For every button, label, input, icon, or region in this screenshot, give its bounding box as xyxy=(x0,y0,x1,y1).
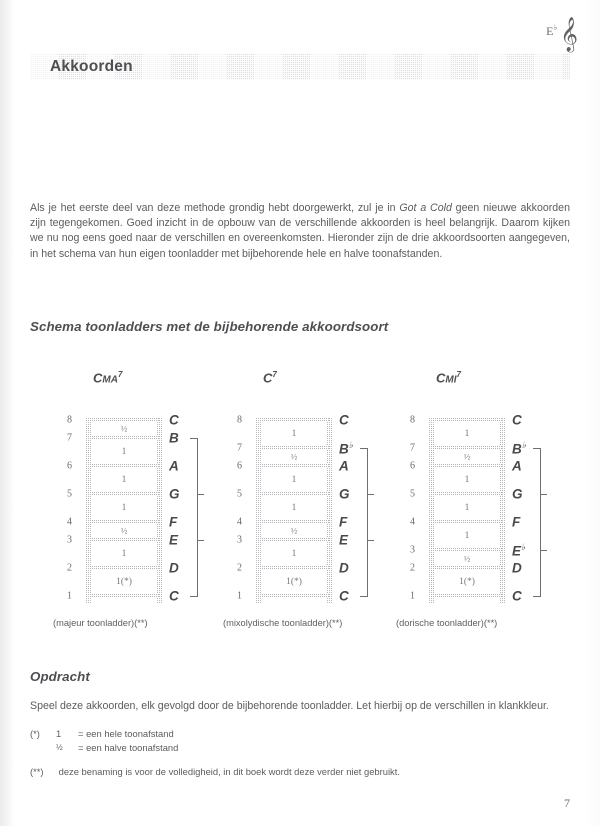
bracket-arm-bottom xyxy=(360,596,368,597)
ladder-rung xyxy=(432,492,502,496)
intro-part-1: Als je het eerste deel van deze methode grondig hebt doorgewerkt, zul je in xyxy=(30,201,400,214)
interval-label: 1(*) xyxy=(459,577,475,587)
ladder-rung xyxy=(259,464,329,468)
bracket-chord-tone-tick xyxy=(540,550,547,551)
scale-degree-number: 2 xyxy=(237,562,242,574)
scale-degree-number: 1 xyxy=(237,590,242,602)
ladder-rung xyxy=(89,464,159,468)
footnote-mark-spacer xyxy=(30,741,56,755)
ladder-rung xyxy=(259,418,329,422)
ladder-rung xyxy=(89,566,159,570)
interval-label: 1 xyxy=(291,429,297,439)
bracket-vertical xyxy=(197,438,198,596)
note-name: B♭ xyxy=(512,439,526,457)
bracket-arm-top xyxy=(360,448,368,449)
interval-label: ½ xyxy=(463,553,471,564)
note-name: G xyxy=(339,486,350,502)
scale-degree-number: 6 xyxy=(410,460,415,472)
ladder-rung xyxy=(89,436,159,440)
footnote-text-naming: deze benaming is voor de volledigheid, in dit boek wordt deze verder niet gebruikt. xyxy=(58,766,400,777)
ladder-rung xyxy=(432,418,502,422)
footnote-naming xyxy=(30,765,575,779)
interval-label: ½ xyxy=(463,451,471,462)
note-name: F xyxy=(512,514,521,530)
scale-degree-number: 4 xyxy=(237,516,242,528)
bracket-chord-tone-tick xyxy=(540,494,547,495)
note-name: A xyxy=(512,458,522,474)
interval-label: 1 xyxy=(464,429,470,439)
ladder-rung xyxy=(432,446,502,450)
note-name: B xyxy=(169,430,179,446)
note-name: A xyxy=(169,458,179,474)
interval-label: 1 xyxy=(121,447,127,457)
note-name: F xyxy=(339,514,348,530)
note-name: C xyxy=(512,412,522,428)
scale-degree-number: 7 xyxy=(67,432,72,444)
bracket-chord-tone-tick xyxy=(197,540,204,541)
note-name: B♭ xyxy=(339,439,353,457)
chord-symbol: CMI$^7$ xyxy=(436,370,461,386)
ladder-caption: (dorische toonladder)(**) xyxy=(396,618,498,628)
scale-degree-number: 7 xyxy=(410,442,415,454)
scale-degree-number: 5 xyxy=(410,488,415,500)
interval-label: ½ xyxy=(120,423,128,434)
bracket-arm-bottom xyxy=(190,596,198,597)
schema-heading: Schema toonladders met de bijbehorende akkoordsoort xyxy=(30,319,389,335)
footnote-half-step xyxy=(30,741,575,755)
scale-degree-number: 4 xyxy=(67,516,72,528)
chord-symbol: $C^7$ xyxy=(263,370,277,386)
scale-degree-number: 4 xyxy=(410,516,415,528)
ladder-rung xyxy=(89,492,159,496)
note-name: D xyxy=(512,560,522,576)
interval-label: 1 xyxy=(291,549,297,559)
interval-label: 1 xyxy=(464,531,470,541)
ladder-rung xyxy=(259,538,329,542)
note-name: C xyxy=(169,588,179,604)
note-name: E xyxy=(169,532,179,548)
note-name: C xyxy=(339,588,349,604)
bracket-vertical xyxy=(540,448,541,596)
intro-song-title: Got a Cold xyxy=(399,201,452,214)
footnote-symbol-whole: 1 xyxy=(56,728,62,739)
interval-label: ½ xyxy=(120,525,128,536)
ladder-rung xyxy=(259,492,329,496)
ladder-rung xyxy=(259,594,329,598)
scale-degree-number: 2 xyxy=(67,562,72,574)
interval-label: 1(*) xyxy=(286,577,302,587)
interval-label: ½ xyxy=(290,525,298,536)
page-number: 7 xyxy=(564,796,570,810)
ladder-rung xyxy=(89,594,159,598)
scale-degree-number: 5 xyxy=(67,488,72,500)
ladder-rung xyxy=(432,566,502,570)
scale-degree-number: 8 xyxy=(67,414,72,426)
footnotes xyxy=(30,727,575,779)
scale-degree-number: 1 xyxy=(67,590,72,602)
note-name: C xyxy=(512,588,522,604)
footnote-symbol-half: ½ xyxy=(56,742,63,752)
ladder-caption: (mixolydische toonladder)(**) xyxy=(223,618,343,628)
ladder-rung xyxy=(259,446,329,450)
bracket-chord-tone-tick xyxy=(367,540,374,541)
bracket-arm-bottom xyxy=(533,596,541,597)
footnote-mark-double: (**) xyxy=(30,766,44,777)
scale-degree-number: 3 xyxy=(237,534,242,546)
treble-clef-icon: 𝄞 xyxy=(560,17,578,52)
ladder-rung xyxy=(89,418,159,422)
page-title: Akkoorden xyxy=(50,57,133,75)
note-name: G xyxy=(169,486,180,502)
bracket-vertical xyxy=(367,448,368,596)
opdracht-heading: Opdracht xyxy=(30,669,90,685)
note-name: E xyxy=(339,532,349,548)
scale-degree-number: 2 xyxy=(410,562,415,574)
note-name: D xyxy=(339,560,349,576)
ladder-rung xyxy=(89,538,159,542)
interval-label: 1 xyxy=(291,475,297,485)
ladder-rung xyxy=(259,520,329,524)
note-name: A xyxy=(339,458,349,474)
interval-label: 1 xyxy=(121,549,127,559)
footnote-whole-step xyxy=(30,727,575,741)
note-name: C xyxy=(339,412,349,428)
interval-label: 1 xyxy=(291,503,297,513)
ladder-rung xyxy=(432,594,502,598)
note-name: G xyxy=(512,486,523,502)
footnote-text-whole: = een hele toonafstand xyxy=(78,728,174,739)
bracket-chord-tone-tick xyxy=(197,494,204,495)
bracket-arm-top xyxy=(190,438,198,439)
interval-label: 1(*) xyxy=(116,577,132,587)
ladder-rung xyxy=(432,520,502,524)
ladder-rung xyxy=(89,520,159,524)
note-name: F xyxy=(169,514,178,530)
interval-label: 1 xyxy=(464,503,470,513)
scale-degree-number: 8 xyxy=(237,414,242,426)
scale-degree-number: 5 xyxy=(237,488,242,500)
interval-label: ½ xyxy=(290,451,298,462)
interval-label: 1 xyxy=(121,475,127,485)
interval-label: 1 xyxy=(464,475,470,485)
interval-label: 1 xyxy=(121,503,127,513)
scale-degree-number: 1 xyxy=(410,590,415,602)
ladder-rung xyxy=(259,566,329,570)
ladder-caption: (majeur toonladder)(**) xyxy=(53,618,148,628)
ladder-rung xyxy=(432,548,502,552)
scale-degree-number: 3 xyxy=(410,544,415,556)
ladder-rung xyxy=(432,464,502,468)
scale-degree-number: 3 xyxy=(67,534,72,546)
scale-degree-number: 8 xyxy=(410,414,415,426)
footnote-mark-single: (*) xyxy=(30,728,40,739)
opdracht-text: Speel deze akkoorden, elk gevolgd door de bijbehorende toonladder. Let hierbij op de verschillen in klankkleur. xyxy=(30,699,549,712)
key-signature-text: E♭ xyxy=(546,23,558,38)
scale-degree-number: 6 xyxy=(237,460,242,472)
note-name: C xyxy=(169,412,179,428)
scale-degree-number: 7 xyxy=(237,442,242,454)
scale-degree-number: 6 xyxy=(67,460,72,472)
bracket-arm-top xyxy=(533,448,541,449)
intro-part-2: geen nieuwe akkoorden zijn tegengekomen. Goed inzicht in de opbouw van de verschillende akkoorden is heel belangrijk. Daarom kijken we nu nog eens goed naar de verschillen en overeenkomsten. Hieronder zijn de drie akkoordsoorten aangegeven, in het schema van hun eigen toonladder met bijbehorende hele en halve toonafstanden. xyxy=(30,201,570,260)
footnote-text-half: = een halve toonafstand xyxy=(78,741,179,753)
chord-symbol: CMA$^7$ xyxy=(93,370,123,386)
bracket-chord-tone-tick xyxy=(367,494,374,495)
note-name: D xyxy=(169,560,179,576)
note-name: E♭ xyxy=(512,541,526,559)
